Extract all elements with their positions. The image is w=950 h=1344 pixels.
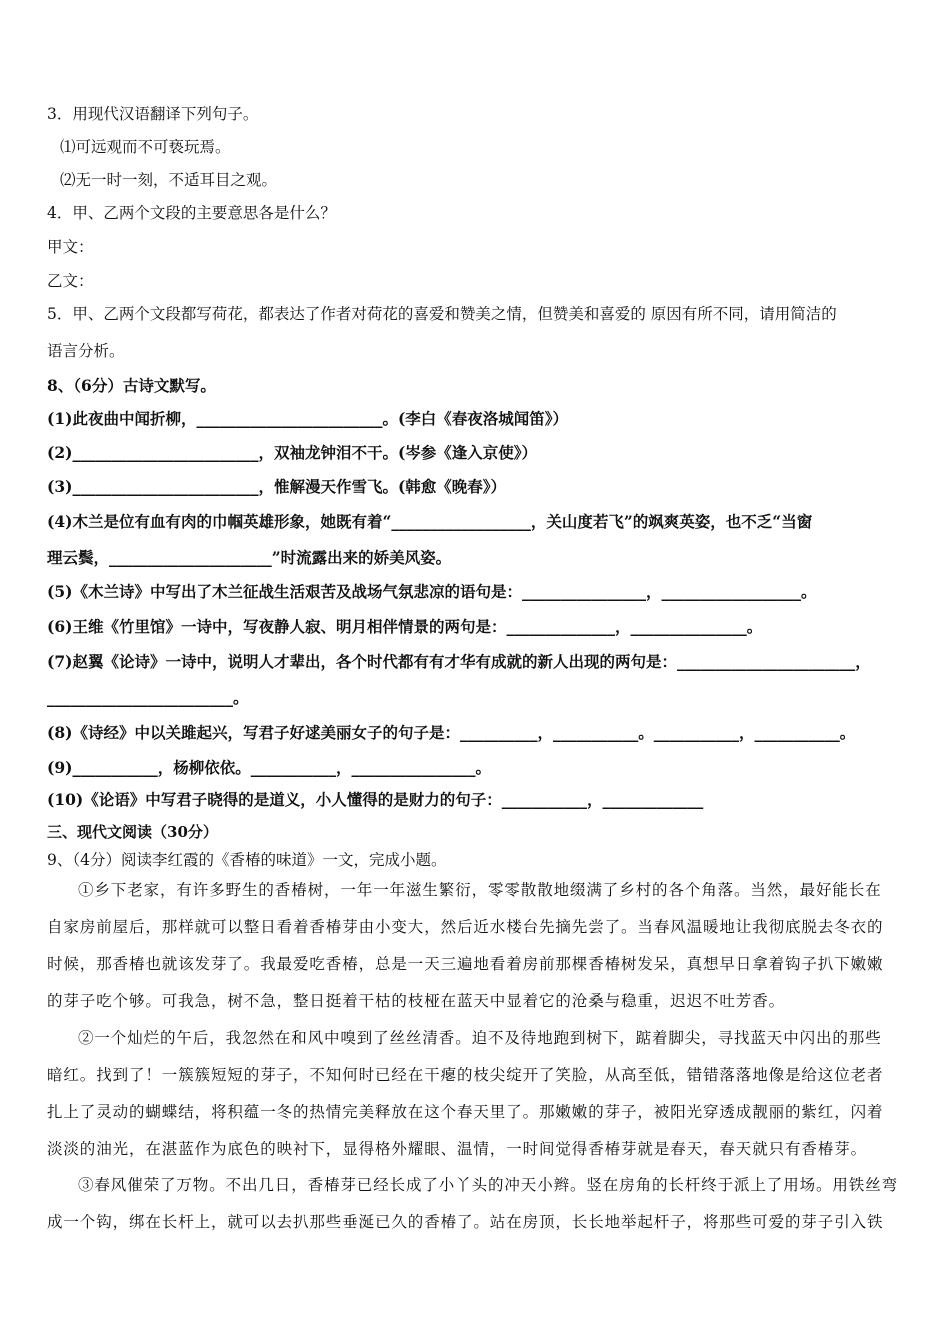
q8-item-7-line-1: (7)赵翼《论诗》一诗中，说明人才辈出，各个时代都有有才华有成就的新人出现的两句是：_______________________， xyxy=(47,652,871,671)
question-8-title: 8、（6分）古诗文默写。 xyxy=(47,376,216,395)
passage-p1-line-3: 时候，那香椿也就该发芽了。我最爱吃香椿，总是一天三遍地看着房前那棵香椿树发呆，真想早日拿着钩子扒下嫩嫩 xyxy=(47,955,884,973)
q8-item-6: (6)王维《竹里馆》一诗中，写夜静人寂、明月相伴情景的两句是：______________，_______________。 xyxy=(47,617,763,636)
passage-p2-line-2: 暗红。找到了！一簇簇短短的芽子，不知何时已经在干瘪的枝尖绽开了笑脸，从高至低，错错落落地像是给这位老者 xyxy=(47,1066,884,1084)
passage-p3-line-2: 成一个钩，绑在长杆上，就可以去扒那些垂涎已久的香椿了。站在房顶，长长地举起杆子，将那些可爱的芽子引入铁 xyxy=(47,1213,884,1231)
question-5-line-2: 语言分析。 xyxy=(47,342,125,360)
passage-p2-line-1: ②一个灿烂的午后，我忽然在和风中嗅到了丝丝清香。迫不及待地跑到树下，踮着脚尖，寻找蓝天中闪出的那些 xyxy=(78,1029,882,1047)
passage-p2-line-4: 淡淡的油光，在湛蓝作为底色的映衬下，显得格外耀眼、温情，一时间觉得香椿芽就是春天，春天就只有香椿芽。 xyxy=(47,1140,868,1158)
q8-item-2: (2)________________________，双袖龙钟泪不干。(岑参《逢入京使》） xyxy=(47,443,538,462)
question-3: 3．用现代汉语翻译下列句子。 xyxy=(47,105,259,123)
q8-item-8: (8)《诗经》中以关雎起兴，写君子好逑美丽女子的句子是：__________，___________。___________，___________。 xyxy=(47,723,856,742)
q8-item-7-line-2: ________________________。 xyxy=(47,688,249,707)
q8-item-9: (9)___________，杨柳依依。___________，________________。 xyxy=(47,758,491,777)
passage-p1-line-4: 的芽子吃个够。可我急，树不急，整日挺着干枯的枝桠在蓝天中显着它的沧桑与稳重，迟迟不吐芳香。 xyxy=(47,992,786,1010)
question-3-item-2: ⑵无一时一刻，不适耳目之观。 xyxy=(60,171,278,189)
question-9: 9、（4分）阅读李红霞的《香椿的味道》一文，完成小题。 xyxy=(47,851,447,869)
section-3-title: 三、现代文阅读（30分） xyxy=(47,823,218,841)
question-3-item-1: ⑴可远观而不可亵玩焉。 xyxy=(60,138,231,156)
q8-item-4-line-2: 理云鬓，_____________________”时流露出来的娇美风姿。 xyxy=(47,548,452,567)
passage-p2-line-3: 扎上了灵动的蝴蝶结，将积蕴一冬的热情完美释放在这个春天里了。那嫩嫩的芽子，被阳光穿透成靓丽的紫红，闪着 xyxy=(47,1103,884,1121)
q8-item-5: (5)《木兰诗》中写出了木兰征战生活艰苦及战场气氛悲凉的语句是：________________，__________________。 xyxy=(47,582,817,601)
q8-item-3: (3)________________________，惟解漫天作雪飞。(韩愈《晚春》） xyxy=(47,477,507,496)
question-4-answer-jia: 甲文： xyxy=(47,238,94,256)
passage-p1-line-2: 自家房前屋后，那样就可以整日看着香椿芽由小变大，然后近水楼台先摘先尝了。当春风温暖地让我彻底脱去冬衣的 xyxy=(47,918,884,936)
question-4: 4．甲、乙两个文段的主要意思各是什么？ xyxy=(47,204,336,222)
q8-item-10: (10)《论语》中写君子晓得的是道义，小人懂得的是财力的句子：___________，_____________ xyxy=(47,790,704,809)
passage-p1-line-1: ①乡下老家，有许多野生的香椿树，一年一年滋生繁衍，零零散散地缀满了乡村的各个角落。当然，最好能长在 xyxy=(78,881,882,899)
question-5-line-1: 5．甲、乙两个文段都写荷花，都表达了作者对荷花的喜爱和赞美之情，但赞美和喜爱的 原因有所不同，请用简洁的 xyxy=(47,305,837,323)
question-4-answer-yi: 乙文： xyxy=(47,272,94,290)
passage-p3-line-1: ③春风催荣了万物。不出几日，香椿芽已经长成了小丫头的冲天小辫。竖在房角的长杆终于派上了用场。用铁丝弯 xyxy=(78,1176,899,1194)
q8-item-4-line-1: (4)木兰是位有血有肉的巾帼英雄形象，她既有着“__________________，关山度若飞”的飒爽英姿，也不乏“当窗 xyxy=(47,512,813,531)
q8-item-1: (1)此夜曲中闻折柳，________________________。(李白《春夜洛城闻笛》） xyxy=(47,409,569,428)
